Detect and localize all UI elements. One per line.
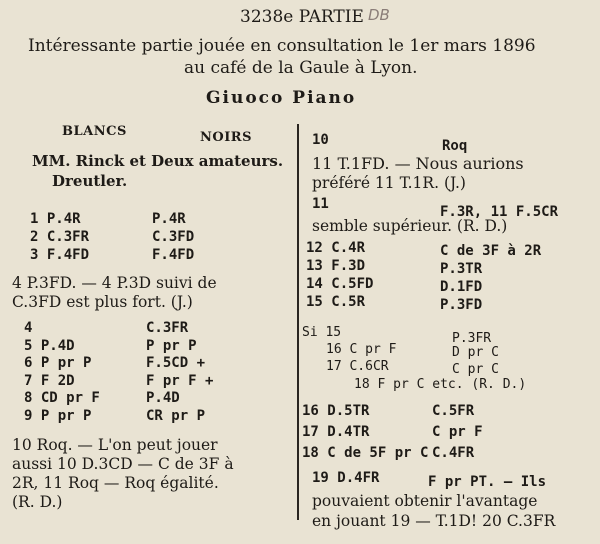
move-10-white: 10 xyxy=(312,132,329,148)
move-row-black: CR pr P xyxy=(146,407,206,424)
move-row-black: C.3FR xyxy=(146,320,189,336)
move-row-black: P.4R xyxy=(152,211,186,227)
note-move-4-line-2: C.3FD est plus fort. (J.) xyxy=(12,293,193,311)
move-row-black: F.4FD xyxy=(152,247,195,263)
note-move-4-line-1: 4 P.3FD. — 4 P.3D suivi de xyxy=(12,274,217,292)
column-divider xyxy=(297,124,299,520)
move-row-black: C.5FR xyxy=(432,403,475,419)
move-row-black: P pr P xyxy=(146,337,197,354)
variation-row-white: 16 C pr F xyxy=(326,342,397,357)
note-move-10-line-2: aussi 10 D.3CD — C de 3F à xyxy=(12,455,234,473)
players-line-2: Dreutler. xyxy=(52,172,128,190)
white-column-header: BLANCS xyxy=(62,124,127,139)
variation-row-white: 17 C.6CR xyxy=(326,359,389,374)
move-row-black: F.5CD + xyxy=(146,355,206,371)
move-row-white: 9 P pr P xyxy=(24,407,92,424)
move-row-black: P.3TR xyxy=(440,261,483,277)
intro-line-1: Intéressante partie jouée en consultation le 1er mars 1896 xyxy=(28,36,536,56)
note-move-19-line-3: en jouant 19 — T.1D! 20 C.3FR xyxy=(312,512,556,530)
move-11b-white: 11 xyxy=(312,196,329,212)
move-row-black: C.4FR xyxy=(432,445,475,461)
move-row-white: 2 C.3FR xyxy=(30,229,90,245)
move-row-white: 4 xyxy=(24,320,33,336)
move-row-white: 13 F.3D xyxy=(306,258,366,274)
move-row-black: P.4D xyxy=(146,390,180,406)
move-row-white: 18 C de 5F pr C xyxy=(302,445,429,461)
move-row-black: F pr F + xyxy=(146,372,214,389)
move-row-white: 7 F 2D xyxy=(24,372,75,389)
move-row-black: C de 3F à 2R xyxy=(440,243,542,259)
move-row-black: P.3FD xyxy=(440,297,483,313)
variation-row-black: D pr C xyxy=(452,345,499,360)
note-move-11-line-2: préféré 11 T.1R. (J.) xyxy=(312,174,466,192)
note-move-11-line-1: 11 T.1FD. — Nous aurions xyxy=(312,154,524,173)
part-number: 3238e PARTIE xyxy=(240,7,364,27)
move-row-white: 14 C.5FD xyxy=(306,276,374,292)
move-row-white: 3 F.4FD xyxy=(30,247,90,263)
move-row-white: 8 CD pr F xyxy=(24,390,100,406)
variation-last-line: 18 F pr C etc. (R. D.) xyxy=(354,377,527,392)
note-move-19-line-2: pouvaient obtenir l'avantage xyxy=(312,492,538,510)
move-row-white: 6 P pr P xyxy=(24,355,92,371)
move-19-black: F pr PT. — Ils xyxy=(428,474,547,490)
move-row-white: 17 D.4TR xyxy=(302,424,370,440)
move-row-white: 5 P.4D xyxy=(24,337,75,354)
move-11b-black: F.3R, 11 F.5CR xyxy=(440,204,559,220)
note-move-10-line-3: 2R, 11 Roq — Roq égalité. xyxy=(12,474,219,492)
variation-first-black: P.3FR xyxy=(452,331,492,346)
players-line-1: MM. Rinck et Deux amateurs. xyxy=(32,152,284,170)
handwritten-mark: DB xyxy=(368,6,390,24)
opening-title: Giuoco Piano xyxy=(206,88,357,108)
move-row-white: 1 P.4R xyxy=(30,211,81,227)
move-row-white: 16 D.5TR xyxy=(302,403,370,419)
note-move-11b-line-2: semble supérieur. (R. D.) xyxy=(312,217,508,235)
move-19-white: 19 D.4FR xyxy=(312,470,380,486)
note-move-10-line-1: 10 Roq. — L'on peut jouer xyxy=(12,436,218,454)
move-10-black: Roq xyxy=(442,138,468,154)
move-row-black: C.3FD xyxy=(152,229,195,245)
move-row-black: C pr F xyxy=(432,424,483,440)
black-column-header: NOIRS xyxy=(200,130,252,145)
variation-intro: Si 15 xyxy=(302,325,342,340)
note-move-10-line-4: (R. D.) xyxy=(12,493,63,511)
move-row-black: D.1FD xyxy=(440,279,483,295)
intro-line-2: au café de la Gaule à Lyon. xyxy=(184,58,418,78)
move-row-white: 15 C.5R xyxy=(306,294,366,310)
move-row-white: 12 C.4R xyxy=(306,240,366,256)
variation-row-black: C pr C xyxy=(452,362,499,377)
